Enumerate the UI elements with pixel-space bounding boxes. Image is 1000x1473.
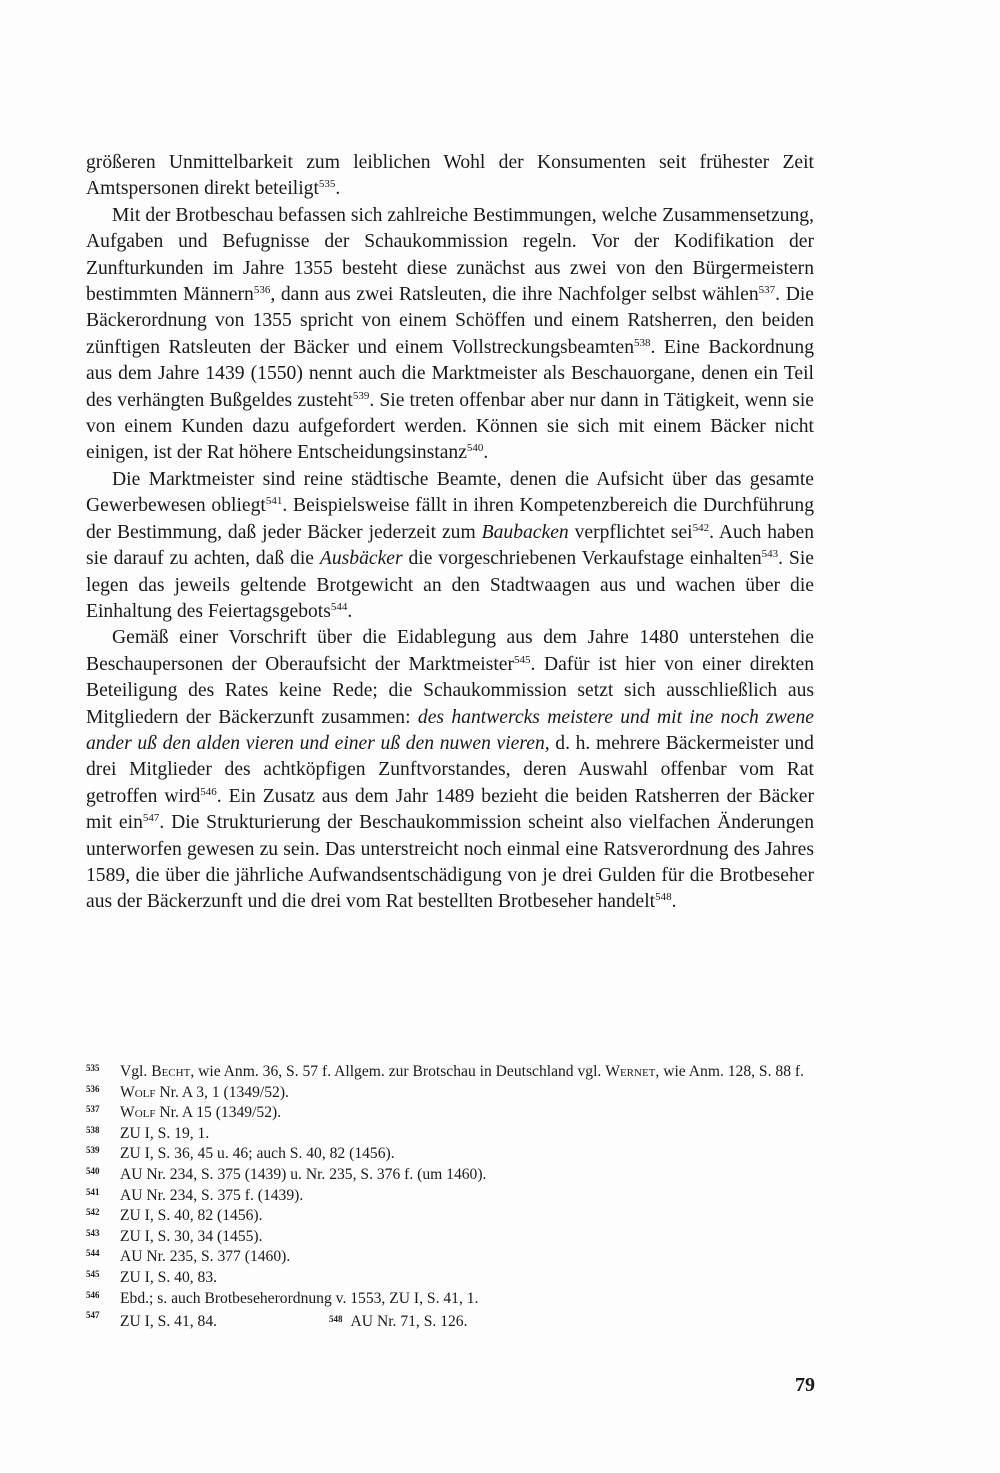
text-run: die vorgeschriebenen Verkaufstage einhalten	[402, 548, 762, 570]
paragraph	[86, 467, 814, 625]
footnote-number: 536	[86, 1083, 100, 1094]
footnote	[86, 1083, 822, 1104]
footnote	[86, 1186, 822, 1207]
footnote-reference: 548	[655, 891, 672, 904]
author-name: Wolf	[120, 1083, 156, 1101]
paragraph	[86, 150, 814, 203]
text-run: ZU I, S. 19, 1.	[120, 1124, 210, 1142]
italic-text: des hantwercks meistere und mit ine noch zwene ander uß den alden vieren und einer uß den nuwen vieren,	[86, 706, 814, 754]
text-run: .	[671, 891, 677, 913]
footnote-number: 535	[86, 1063, 100, 1073]
text-run: , dann aus zwei Ratsleuten, die ihre Nachfolger selbst wählen	[270, 284, 759, 306]
author-name: Becht	[151, 1063, 191, 1080]
page-number: 79	[795, 1374, 815, 1396]
footnote	[86, 1062, 822, 1083]
paragraph	[86, 625, 814, 915]
footnote-reference: 535	[318, 178, 336, 191]
text-run: Gemäß einer Vorschrift über die Eidablegung aus dem Jahre 1480 unterstehen die Beschaupersonen der Oberaufsicht der Marktmeister	[86, 627, 814, 675]
footnote-number: 540	[86, 1165, 100, 1176]
footnote-reference: 543	[761, 548, 779, 561]
footnote-number: 539	[86, 1145, 100, 1156]
text-run: d. h. mehrere Bäckermeister und drei Mitglieder des achtköpfigen Zunftvorstandes, deren Auswahl offenbar vom Rat getroffen wird	[86, 732, 814, 807]
footnote-number: 542	[86, 1207, 100, 1218]
footnote-reference: 537	[758, 284, 776, 297]
author-name: Wolf	[120, 1104, 156, 1122]
footnote-reference: 540	[466, 442, 484, 455]
text-run: . Sie treten offenbar aber nur dann in Tätigkeit, wenn sie von einem Kunden dazu aufgefordert werden. Können sie sich mit einem Bäcker nicht einigen, ist der Rat höhere Entscheidungsinstanz	[86, 389, 814, 464]
footnote-reference: 536	[253, 284, 271, 297]
text-run: größeren Unmittelbarkeit zum leiblichen Wohl der Konsumenten seit frühester Zeit Amtspersonen direkt beteiligt	[86, 152, 814, 200]
footnote-number: 547	[86, 1310, 100, 1321]
text-run: . Eine Backordnung aus dem Jahre 1439 (1550) nennt auch die Marktmeister als Beschauorgane, denen ein Teil des verhängten Bußgeldes zusteht	[86, 336, 815, 411]
text-run: ZU I, S. 41, 84.	[120, 1313, 218, 1331]
footnote-number: 544	[86, 1248, 100, 1259]
text-run: AU Nr. 234, S. 375 (1439) u. Nr. 235, S. 376 f. (um 1460).	[120, 1165, 487, 1183]
footnote	[86, 1144, 822, 1165]
text-run: , wie Anm. 36, S. 57 f. Allgem. zur Brotschau in Deutschland vgl.	[190, 1063, 606, 1080]
footnote-number: 541	[86, 1186, 100, 1197]
text-run: ZU I, S. 36, 45 u. 46; auch S. 40, 82 (1456).	[120, 1145, 395, 1163]
footnote-number: 537	[86, 1104, 100, 1115]
footnote-reference: 542	[692, 521, 710, 534]
footnote-number: 546	[86, 1289, 100, 1300]
footnote	[86, 1165, 822, 1186]
text-run: ZU I, S. 40, 82 (1456).	[120, 1207, 263, 1225]
footnote-reference: 546	[200, 785, 217, 798]
footnote-reference: 547	[142, 812, 160, 825]
text-run: Die Marktmeister sind reine städtische Beamte, denen die Aufsicht über das gesamte Gewerbewesen obliegt	[86, 468, 814, 517]
text-run: . Die Bäckerordnung von 1355 spricht von einem Schöffen und einem Ratsherren, den beiden zünftigen Ratsleuten der Bäcker und einem Vollstreckungsbeamten	[86, 284, 814, 358]
footnote	[86, 1206, 822, 1227]
footnote	[86, 1309, 822, 1333]
text-run: .	[483, 442, 489, 464]
text-run: Mit der Brotbeschau befassen sich zahlreiche Bestimmungen, welche Zusammensetzung, Aufgaben und Befugnisse der Schaukommission regeln. Vor der Kodifikation der Zunfturkunden im Jahre 1355 besteht diese zunächst aus zwei von den Bürgermeistern bestimmten Männern	[86, 204, 814, 306]
text-run: . Beispielsweise fällt in ihren Kompetenzbereich die Durchführung der Bestimmung, daß jeder Bäcker jederzeit zum	[86, 495, 814, 543]
text-run: ZU I, S. 40, 83.	[120, 1268, 218, 1286]
text-run: . Dafür ist hier von einer direkten Beteiligung des Rates keine Rede; die Schaukommission setzt sich ausschließlich aus Mitgliedern der Bäckerzunft zusammen:	[86, 653, 814, 728]
footnote	[86, 1247, 822, 1268]
footnote	[86, 1103, 822, 1124]
text-run: . Sie legen das jeweils geltende Brotgewicht an den Stadtwaagen aus und wachen über die Einhaltung des Feiertagsgebots	[86, 548, 814, 622]
footnote-text: AU Nr. 71, S. 126.	[350, 1313, 468, 1331]
text-run: verpflichtet sei	[568, 521, 693, 543]
italic-text: Ausbäcker	[319, 548, 403, 570]
text-run: Vgl.	[120, 1063, 152, 1080]
paragraph	[86, 203, 814, 467]
text-run: , wie Anm. 128, S. 88 f.	[655, 1063, 804, 1080]
footnote-number: 538	[86, 1124, 100, 1135]
text-run: . Ein Zusatz aus dem Jahr 1489 bezieht die beiden Ratsherren der Bäcker mit ein	[86, 785, 814, 834]
text-run: ZU I, S. 30, 34 (1455).	[120, 1227, 263, 1245]
footnote-number: 543	[86, 1227, 100, 1238]
footnote	[86, 1268, 822, 1289]
text-run: Nr. A 3, 1 (1349/52).	[155, 1083, 289, 1101]
text-run: .	[335, 178, 341, 200]
text-run: .	[347, 600, 353, 622]
footnote-reference: 539	[352, 389, 370, 402]
text-run: AU Nr. 234, S. 375 f. (1439).	[120, 1186, 304, 1204]
footnote-reference: 541	[265, 495, 283, 508]
text-run: . Die Strukturierung der Beschaukommission scheint also vielfachen Änderungen unterworfen gewesen zu sein. Das unterstreicht noch einmal eine Ratsverordnung des Jahres 1589, die über die jährliche Aufwandsentschädigung von je drei Gulden für die Brotbeseher aus der Bäckerzunft und die drei vom Rat bestellten Brotbeseher handelt	[86, 812, 814, 913]
footnotes	[86, 1062, 822, 1333]
author-name: Wernet	[605, 1063, 656, 1080]
main-text	[86, 150, 814, 916]
footnote	[86, 1124, 822, 1145]
footnote-number: 548	[329, 1314, 343, 1325]
text-run: AU Nr. 235, S. 377 (1460).	[120, 1248, 291, 1266]
text-run: Nr. A 15 (1349/52).	[155, 1104, 282, 1122]
footnote	[86, 1227, 822, 1248]
footnote-reference: 538	[634, 336, 651, 349]
footnote-reference: 544	[330, 600, 348, 613]
text-run: . Auch haben sie darauf zu achten, daß die	[86, 521, 814, 570]
footnote-reference: 545	[514, 653, 531, 666]
footnote	[86, 1289, 822, 1310]
footnote-number: 545	[86, 1268, 100, 1279]
italic-text: Baubacken	[481, 521, 569, 543]
text-run: Ebd.; s. auch Brotbeseherordnung v. 1553, ZU I, S. 41, 1.	[120, 1289, 479, 1307]
